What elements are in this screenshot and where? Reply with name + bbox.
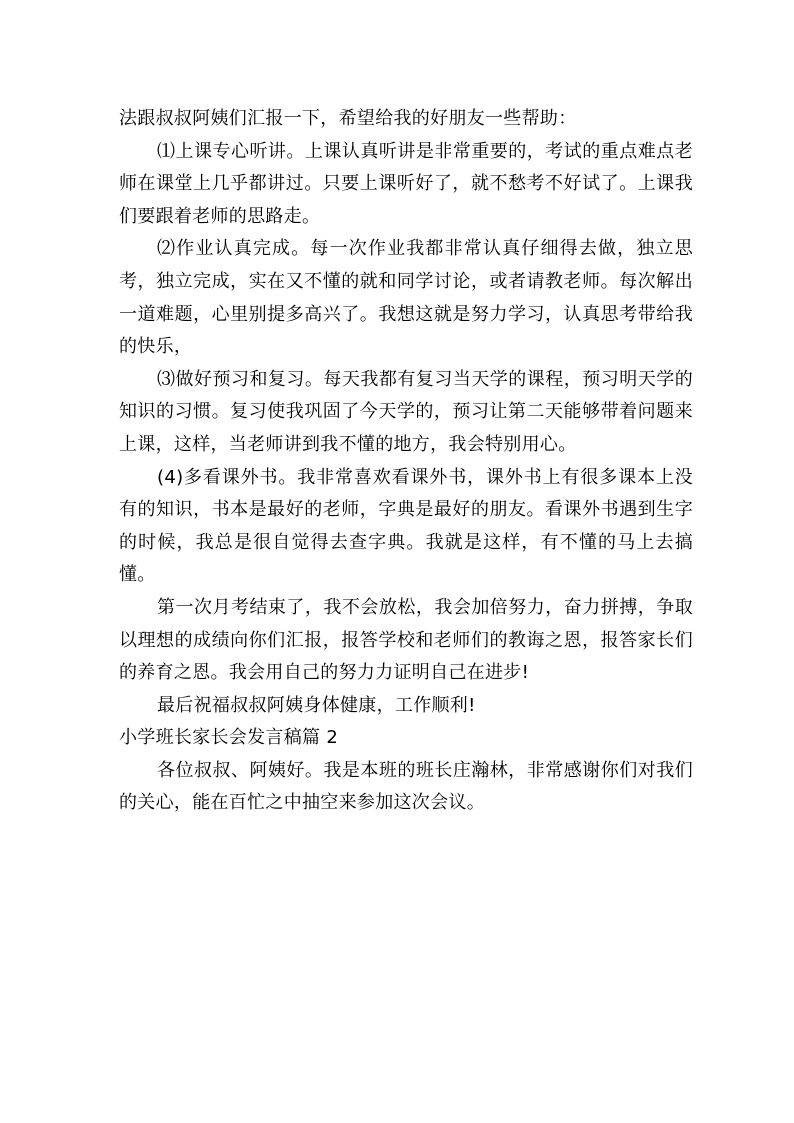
paragraph-closing-wishes: 最后祝福叔叔阿姨身体健康，工作顺利!	[157, 694, 476, 716]
paragraph-conclusion: 第一次月考结束了，我不会放松，我会加倍努力，奋力拼搏，争取以理想的成绩向你们汇报，报答学校和老师们的教诲之恩，报答家长们的养育之恩。我会用自己的努力力证明自己在进步!	[119, 596, 693, 684]
paragraph-tip-2-homework: ⑵作业认真完成。每一次作业我都非常认真仔细得去做，独立思考，独立完成，实在又不懂的就和同学讨论，或者请教老师。每次解出一道难题，心里别提多高兴了。我想这就是努力学习，认真思考带给我的快乐，	[119, 238, 693, 358]
paragraph-tip-3-preview-review: ⑶做好预习和复习。每天我都有复习当天学的课程，预习明天学的知识的习惯。复习使我巩固了今天学的，预习让第二天能够带着问题来上课，这样，当老师讲到我不懂的地方，我会特别用心。	[119, 368, 693, 455]
paragraph-section2-greeting: 各位叔叔、阿姨好。我是本班的班长庄瀚林，非常感谢你们对我们的关心，能在百忙之中抽空来参加这次会议。	[119, 759, 693, 814]
paragraph-tip-1-listen: ⑴上课专心听讲。上课认真听讲是非常重要的，考试的重点难点老师在课堂上几乎都讲过。只要上课听好了，就不愁考不好试了。上课我们要跟着老师的思路走。	[119, 140, 693, 227]
paragraph-tip-4-reading: (4)多看课外书。我非常喜欢看课外书，课外书上有很多课本上没有的知识，书本是最好的老师，字典是最好的朋友。看课外书遇到生字的时候，我总是很自觉得去查字典。我就是这样，有不懂的马上去搞懂。	[119, 466, 693, 586]
document-body	[119, 103, 693, 820]
section-title: 小学班长家长会发言稿篇 2	[119, 727, 339, 749]
paragraph-intro-continuation: 法跟叔叔阿姨们汇报一下，希望给我的好朋友一些帮助：	[119, 108, 577, 129]
